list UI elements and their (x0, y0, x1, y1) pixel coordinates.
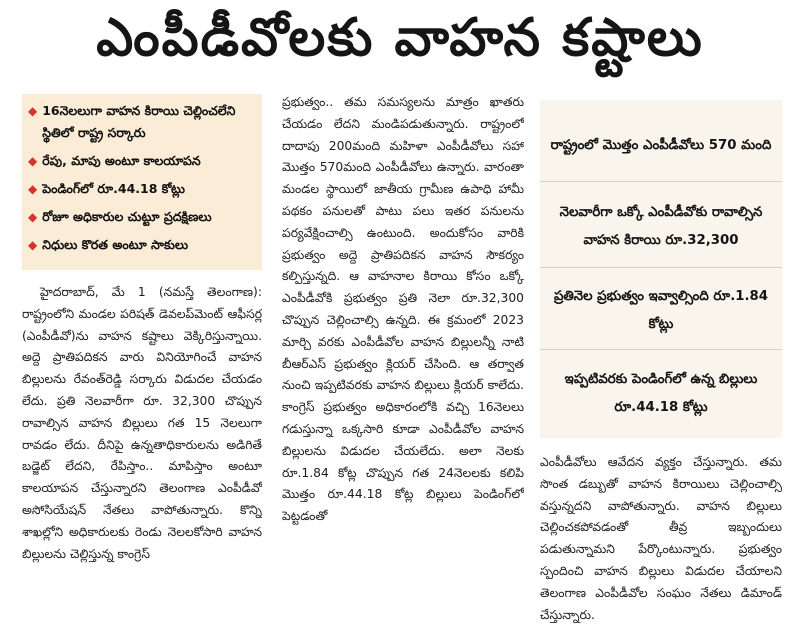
highlights-box (22, 94, 262, 270)
highlight-item (28, 178, 258, 200)
highlight-item (28, 234, 258, 256)
article-column-2: ప్రభుత్వం.. తమ సమస్యలను మాత్రం ఖాతరు చేయడం లేదని మండిపడుతున్నారు. రాష్ట్రంలో దాదాపు 200మంది మహిళా ఎంపీడీవోలు సహా మొత్తం 570మంది ఎంపీడీవోలు ఉన్నారు. వారంతా మండల స్థాయిలో జాతీయ గ్రామీణ ఉపాధి హామీ పథకం పనులతో పాటు పలు ఇతర పనులను పర్యవేక్షించాల్సి ఉంటుంది. అందుకోసం వారికి ప్రభుత్వం అద్దె ప్రాతిపదికన వాహన సౌకర్యం కల్పిస్తున్నది. ఆ వాహనాల కిరాయి కోసం ఒక్కో ఎంపీడీవోకి ప్రభుత్వం ప్రతి నెలా రూ.32,300 చొప్పున చెల్లించాల్సి ఉన్నది. ఈ క్రమంలో 2023 మార్చి వరకు ఎంపీడీవోల వాహన బిల్లులన్నీ నాటి బీఆర్‌ఎస్‌ ప్రభుత్వం క్లియర్‌ చేసింది. ఆ తర్వాత నుంచి ఇప్పటివరకు వాహన బిల్లులు క్లియర్‌ కాలేదు. కాంగ్రెస్‌ ప్రభుత్వం అధికారంలోకి వచ్చి 16నెలలు గడుస్తున్నా ఒక్కసారి కూడా ఎంపీడీవోల వాహన బిల్లులను విడుదల చేయలేదు. అలా నెలకు రూ.1.84 కోట్ల చొప్పున గత 24నెలలకు కలిపి మొత్తం రూ.44.18 కోట్ల బిల్లులు పెండింగ్‌లో పెట్టడంతో (282, 95, 524, 524)
highlight-item (28, 150, 258, 172)
headline: ఎంపీడీవోలకు వాహన కష్టాలు (96, 7, 704, 68)
info-box (540, 100, 782, 438)
highlight-text: నిధులు కొరత అంటూ సాకులు (42, 237, 189, 252)
info-monthly-rent: నెలవారీగా ఒక్కో ఎంపీడీవోకు రావాల్సిన వాహన కిరాయి రూ.32,300 (540, 186, 782, 268)
highlight-text: రేపు, మాపు అంటూ కాలయాపన (42, 153, 201, 168)
diamond-bullet-icon: ◆ (28, 182, 38, 196)
diamond-bullet-icon: ◆ (28, 210, 38, 224)
highlight-text: 16నెలలుగా వాహన కిరాయి చెల్లించలేని స్థితిలో రాష్ట్ర సర్కారు (42, 103, 236, 140)
highlight-item (28, 100, 258, 144)
info-total-mpdos: రాష్ట్రంలో మొత్తం ఎంపీడీవోలు 570 మంది (540, 110, 782, 182)
diamond-bullet-icon: ◆ (28, 104, 38, 118)
article-column-1: హైదరాబాద్‌, మే 1 (నమస్తే తెలంగాణ): రాష్ట్రంలోని మండల పరిషత్‌ డెవలప్‌మెంట్‌ ఆఫీసర్ల (ఎంపీడీవో)ను వాహన కష్టాలు వెక్కిరిస్తున్నాయి. అద్దె ప్రాతిపదికన వారు వినియోగించే వాహన బిల్లులను రేవంత్‌రెడ్డి సర్కారు విడుదల చేయడం లేదు. ప్రతి నెలవారీగా రూ. 32,300 చొప్పున రావాల్సిన వాహన బిల్లులు గత 15 నెలలుగా రావడం లేదు. దీనిపై ఉన్నతాధికారులను అడిగితే బడ్జెట్‌ లేదని, రేపిస్తాం.. మాపిస్తాం అంటూ కాలయాపన చేస్తున్నారని తెలంగాణ ఎంపీడీవో అసోసియేషన్‌ నేతలు వాపోతున్నారు. కొన్ని శాఖల్లోని అధికారులకు రెండు నెలలకోసారి వాహన బిల్లులను చెల్లిస్తున్న కాంగ్రెస్‌ (22, 285, 262, 561)
article-column-3: ఎంపీడీవోలు ఆవేదన వ్యక్తం చేస్తున్నారు. తమ సొంత డబ్బుతో వాహన కిరాయిలు చెల్లించాల్సి వస్తున్నదని వాపోతున్నారు. వాహన బిల్లులు చెల్లించకపోవడంతో తీవ్ర ఇబ్బందులు పడుతున్నామని పేర్కొంటున్నారు. ప్రభుత్వం స్పందించి వాహన బిల్లులు విడుదల చేయాలని తెలంగాణ ఎంపీడీవోల సంఘం నేతలు డిమాండ్‌ చేస్తున్నారు. (540, 455, 782, 622)
diamond-bullet-icon: ◆ (28, 154, 38, 168)
highlight-text: రోజూ అధికారుల చుట్టూ ప్రదక్షిణలు (42, 209, 212, 224)
highlight-text: పెండింగ్‌లో రూ.44.18 కోట్లు (42, 181, 186, 196)
highlight-item (28, 206, 258, 228)
info-monthly-govt-due: ప్రతినెల ప్రభుత్వం ఇవ్వాల్సింది రూ.1.84 కోట్లు (540, 272, 782, 350)
diamond-bullet-icon: ◆ (28, 238, 38, 252)
info-pending-bills: ఇప్పటివరకు పెండింగ్‌లో ఉన్న బిల్లులు రూ.44.18 కోట్లు (564, 372, 758, 415)
